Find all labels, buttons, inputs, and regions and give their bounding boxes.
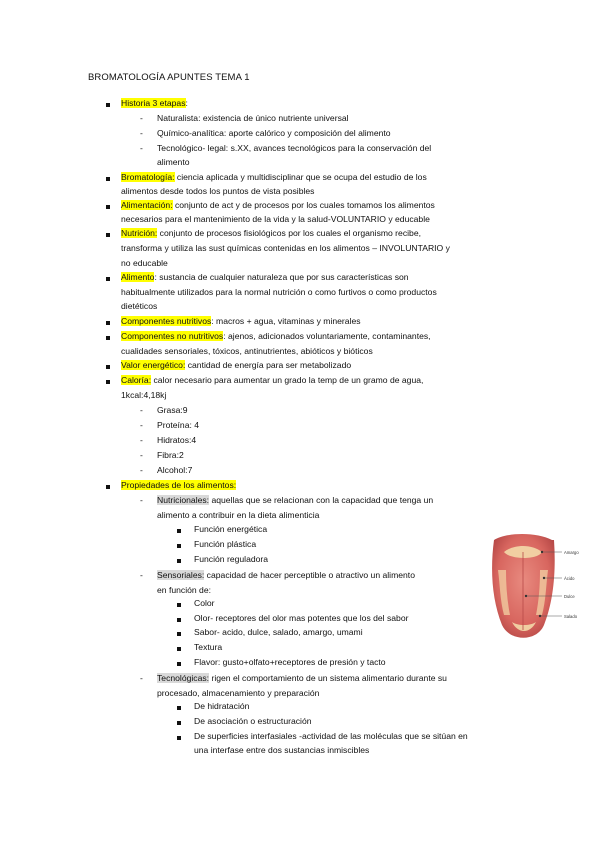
- propiedades-label: Propiedades de los alimentos:: [121, 480, 237, 490]
- alimento-line: habitualmente utilizados para la normal nutrición o como furtivos o como productos: [121, 287, 437, 297]
- alimentacion-label: Alimentación:: [121, 200, 173, 210]
- caloria-line: 1kcal:4,18kj: [121, 390, 167, 400]
- sensoriales-label: Sensoriales:: [157, 570, 205, 580]
- sensoriales-item: Textura: [194, 642, 223, 652]
- dash: -: [140, 465, 143, 475]
- nutricionales-line: alimento a contribuir en la dieta alimenticia: [157, 510, 320, 520]
- square-bullet: [177, 706, 181, 710]
- nutricion-line: Nutrición: conjunto de procesos fisiológicos por los cuales el organismo recibe,: [121, 228, 421, 238]
- nutricionales-item: Función reguladora: [194, 554, 269, 564]
- tongue-label-dulce: Dulce: [564, 594, 575, 599]
- dash: -: [140, 495, 143, 505]
- tecnologicas-line: procesado, almacenamiento y preparación: [157, 688, 320, 698]
- tongue-taste-map-image: [482, 530, 587, 650]
- alimento-line: Alimento: sustancia de cualquier naturaleza que por sus características son: [121, 272, 409, 282]
- square-bullet: [177, 736, 181, 740]
- square-bullet: [177, 529, 181, 533]
- square-bullet: [177, 721, 181, 725]
- componentes-no-nutritivos-line: Componentes no nutritivos: ajenos, adicionados voluntariamente, contaminantes,: [121, 331, 431, 341]
- bullet: [106, 233, 110, 237]
- caloria-item: Fibra:2: [157, 450, 184, 460]
- dash: -: [140, 673, 143, 683]
- tecnologicas-item: De hidratación: [194, 701, 250, 711]
- sensoriales-item: Sabor- acido, dulce, salado, amargo, umami: [194, 627, 363, 637]
- document-title: BROMATOLOGÍA APUNTES TEMA 1: [88, 72, 250, 83]
- bromatologia-line: alimentos desde todos los puntos de vista posibles: [121, 186, 315, 196]
- caloria-item: Proteína: 4: [157, 420, 200, 430]
- square-bullet: [177, 603, 181, 607]
- tongue-label-amargo: Amargo: [564, 550, 579, 555]
- sensoriales-line: en función de:: [157, 585, 211, 595]
- alimentacion-line: necesarios para el mantenimiento de la vida y la salud-VOLUNTARIO y educable: [121, 214, 430, 224]
- historia-line: Historia 3 etapas:: [121, 98, 188, 108]
- componentes-nutritivos-label: Componentes nutritivos: [121, 316, 212, 326]
- bromatologia-line: Bromatología: ciencia aplicada y multidisciplinar que se ocupa del estudio de los: [121, 172, 427, 182]
- dash: -: [140, 450, 143, 460]
- propiedades-line: [121, 478, 236, 493]
- caloria-label: Caloría:: [121, 375, 152, 385]
- bullet: [106, 485, 110, 489]
- tecnologicas-item: De asociación o estructuración: [194, 716, 312, 726]
- sensoriales-item: Color: [194, 598, 215, 608]
- bullet: [106, 380, 110, 384]
- historia-item: Tecnológico- legal: s.XX, avances tecnológicos para la conservación del: [157, 143, 432, 153]
- nutricionales-label: Nutricionales:: [157, 495, 210, 505]
- componentes-nutritivos-line: Componentes nutritivos: macros + agua, vitaminas y minerales: [121, 316, 361, 326]
- nutricionales-item: Función plástica: [194, 539, 257, 549]
- dash: -: [140, 570, 143, 580]
- dash: -: [140, 128, 143, 138]
- componentes-no-nutritivos-line: cualidades sensoriales, tóxicos, antinutrientes, abióticos y bióticos: [121, 346, 373, 356]
- square-bullet: [177, 647, 181, 651]
- nutricion-label: Nutrición:: [121, 228, 158, 238]
- sensoriales-item: Flavor: gusto+olfato+receptores de presión y tacto: [194, 657, 386, 667]
- valor-energetico-label: Valor energético:: [121, 360, 186, 370]
- historia-label: Historia 3 etapas: [121, 98, 186, 108]
- alimento-line: dietéticos: [121, 301, 158, 311]
- bullet: [106, 321, 110, 325]
- square-bullet: [177, 559, 181, 563]
- square-bullet: [177, 544, 181, 548]
- tecnologicas-item: De superficies interfasiales -actividad de las moléculas que se sitúan en: [194, 731, 468, 741]
- bullet: [106, 177, 110, 181]
- valor-energetico-line: Valor energético: cantidad de energía para ser metabolizado: [121, 360, 352, 370]
- square-bullet: [177, 632, 181, 636]
- bullet: [106, 103, 110, 107]
- dash: -: [140, 113, 143, 123]
- nutricionales-item: Función energética: [194, 524, 268, 534]
- nutricion-line: transforma y utiliza las sust químicas contenidas en los alimentos – INVOLUNTARIO y: [121, 243, 450, 253]
- tongue-label-acido: Ácido: [564, 576, 575, 581]
- bromatologia-label: Bromatología:: [121, 172, 175, 182]
- bullet: [106, 336, 110, 340]
- bullet: [106, 205, 110, 209]
- historia-item: Naturalista: existencia de único nutriente universal: [157, 113, 349, 123]
- dash: -: [140, 405, 143, 415]
- componentes-no-nutritivos-label: Componentes no nutritivos: [121, 331, 224, 341]
- bullet: [106, 365, 110, 369]
- nutricion-line: no educable: [121, 258, 168, 268]
- tecnologicas-item: una interfase entre dos sustancias inmiscibles: [194, 745, 370, 755]
- sensoriales-line: Sensoriales: capacidad de hacer perceptible o atractivo un alimento: [157, 570, 415, 580]
- bullet: [106, 277, 110, 281]
- caloria-line: Caloría: calor necesario para aumentar un grado la temp de un gramo de agua,: [121, 375, 424, 385]
- tongue-label-salado: Salado: [564, 614, 578, 619]
- tecnologicas-line: Tecnológicas: rigen el comportamiento de un sistema alimentario durante su: [157, 673, 447, 683]
- alimentacion-line: Alimentación: conjunto de act y de procesos por los cuales tomamos los alimentos: [121, 200, 435, 210]
- caloria-item: Hidratos:4: [157, 435, 197, 445]
- sensoriales-item: Olor- receptores del olor mas potentes que los del sabor: [194, 613, 409, 623]
- dash: -: [140, 435, 143, 445]
- square-bullet: [177, 662, 181, 666]
- caloria-item: Alcohol:7: [157, 465, 193, 475]
- square-bullet: [177, 618, 181, 622]
- nutricionales-line: Nutricionales: aquellas que se relacionan con la capacidad que tenga un: [157, 495, 434, 505]
- tecnologicas-label: Tecnológicas:: [157, 673, 210, 683]
- dash: -: [140, 143, 143, 153]
- historia-item: Químico-analítica: aporte calórico y composición del alimento: [157, 128, 391, 138]
- historia-item: alimento: [157, 157, 190, 167]
- dash: -: [140, 420, 143, 430]
- caloria-item: Grasa:9: [157, 405, 188, 415]
- alimento-label: Alimento: [121, 272, 155, 282]
